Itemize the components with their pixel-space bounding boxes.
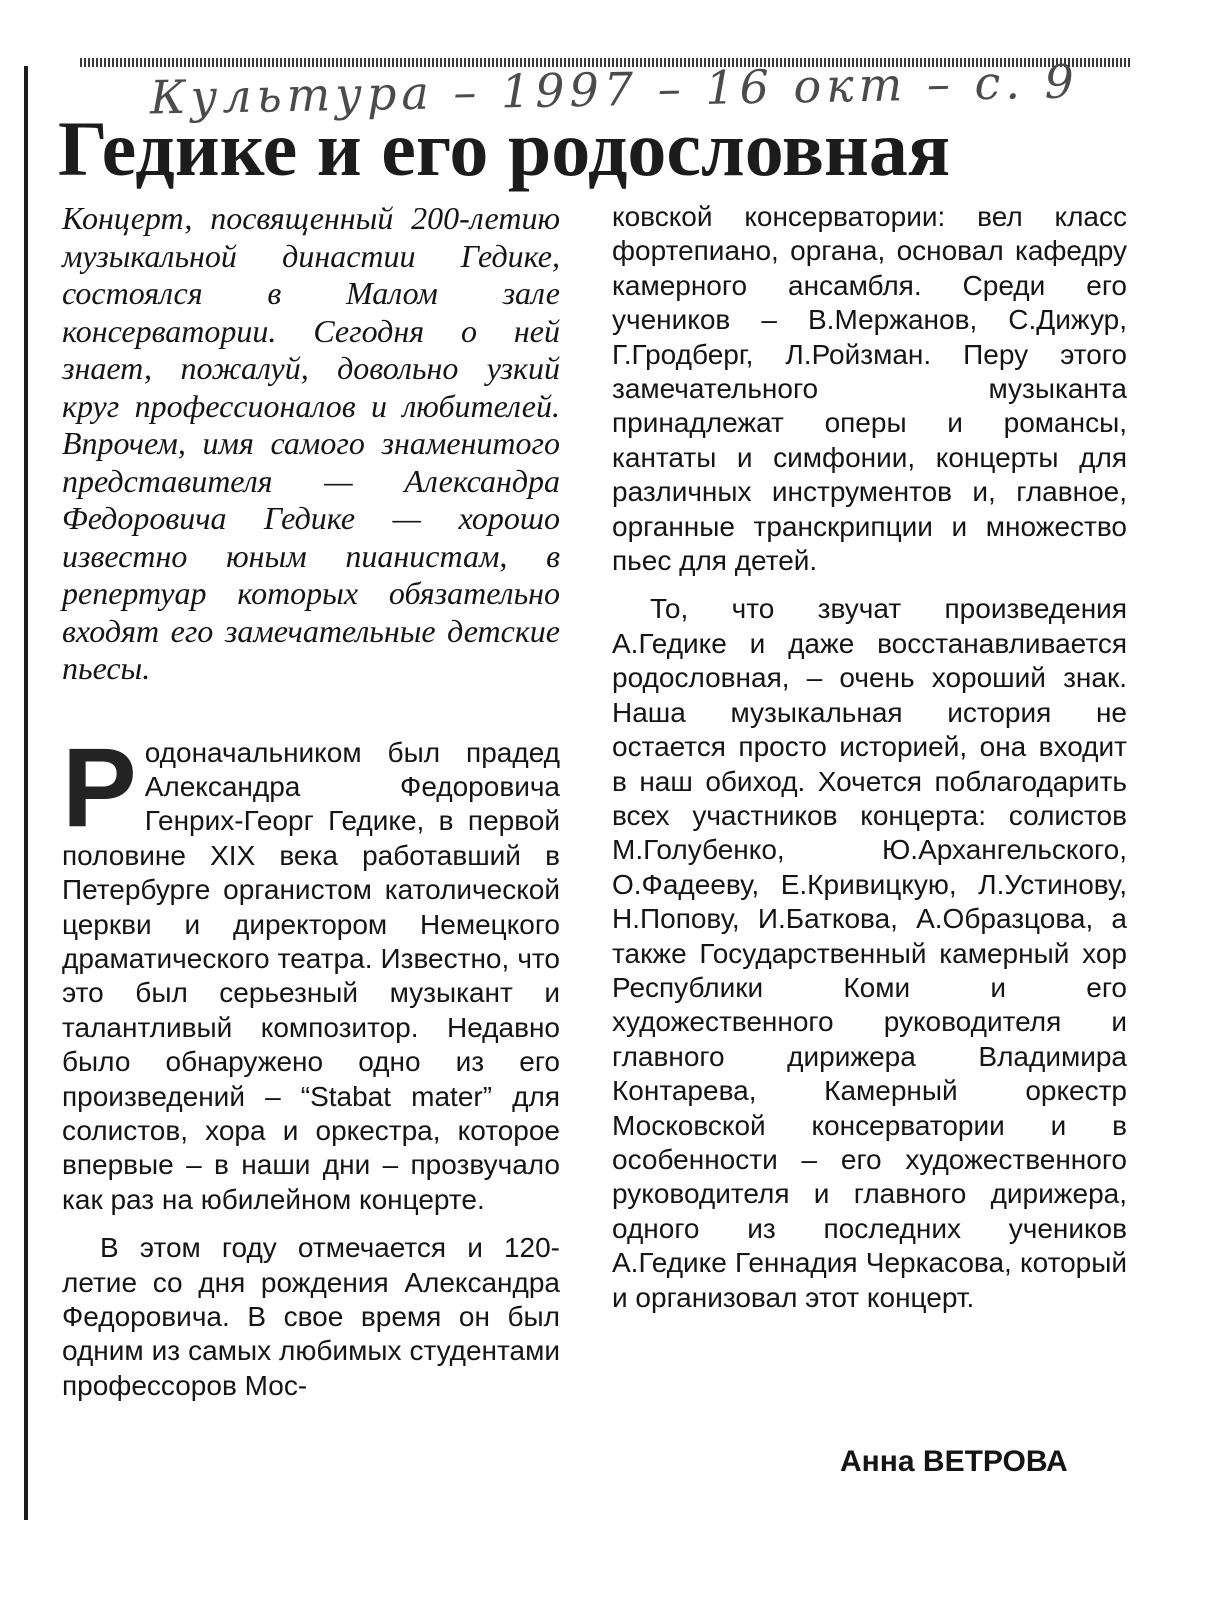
body-paragraph-2-start: В этом году отмечается и 120-летие со дня рождения Александра Федоровича. В свое время он был одним из самых любимых студентами профессоров Мос- bbox=[62, 1232, 560, 1401]
body-paragraph-3: То, что звучат произведения А.Гедике и даже восстанавливается родословная, – очень хороший знак. Наша музыкальная история не остается просто историей, она входит в наш обиход. Хочется поблагодарить всех участников концерта: солистов М.Голубенко, Ю.Архангельского, О.Фадееву, Е.Кривицкую, Л.Устинову, Н.Попову, И.Баткова, А.Образцова, а также Государственный камерный хор Республики Коми и его художественного руководителя и главного дирижера Владимира Контарева, Камерный оркестр Московской консерватории и в особенности – его художественного руководителя и главного дирижера, одного из последних учеников А.Гедике Геннадия Черкасова, который и организовал этот концерт. bbox=[612, 593, 1127, 1313]
left-border-rule bbox=[24, 66, 28, 1520]
left-column bbox=[62, 200, 560, 1403]
body-paragraph-1-text: одоначальником был прадед Александра Федоровича Генрих-Георг Гедике, в первой половине XIX века работавший в Петербурге органистом католической церкви и директором Немецкого драматического театра. Известно, что это был серьезный музыкант и талантливый композитор. Недавно было обнаружено одно из его произведений – “Stabat mater” для солистов, хора и оркестра, которое впервые – в наши дни – прозвучало как раз на юбилейном концерте. bbox=[62, 736, 560, 1215]
body-paragraph-1 bbox=[62, 724, 560, 1218]
author-byline: Анна ВЕТРОВА bbox=[840, 1445, 1068, 1478]
right-column bbox=[612, 200, 1127, 1315]
drop-cap: Р bbox=[62, 724, 137, 850]
handwritten-source-note: Культура – 1997 – 16 окт – с. 9 bbox=[149, 54, 1080, 125]
lead-paragraph: Концерт, посвященный 200-летию музыкальной династии Гедике, состоялся в Малом зале консерватории. Сегодня о ней знает, пожалуй, довольно узкий круг профессионалов и любителей. Впрочем, имя самого знаменитого представителя — Александра Федоровича Гедике — хорошо известно юным пианистам, в репертуар которых обязательно входят его замечательные детские пьесы. bbox=[62, 200, 560, 686]
body-paragraph-2-continued: ковской консерватории: вел класс фортепиано, органа, основал кафедру камерного ансамбля. Среди его учеников – В.Мержанов, С.Дижур, Г.Гродберг, Л.Ройзман. Перу этого замечательного музыканта принадлежат оперы и романсы, кантаты и симфонии, концерты для различных инструментов и, главное, органные транскрипции и множество пьес для детей. bbox=[612, 201, 1127, 577]
article-headline: Гедике и его родословная bbox=[58, 105, 951, 192]
